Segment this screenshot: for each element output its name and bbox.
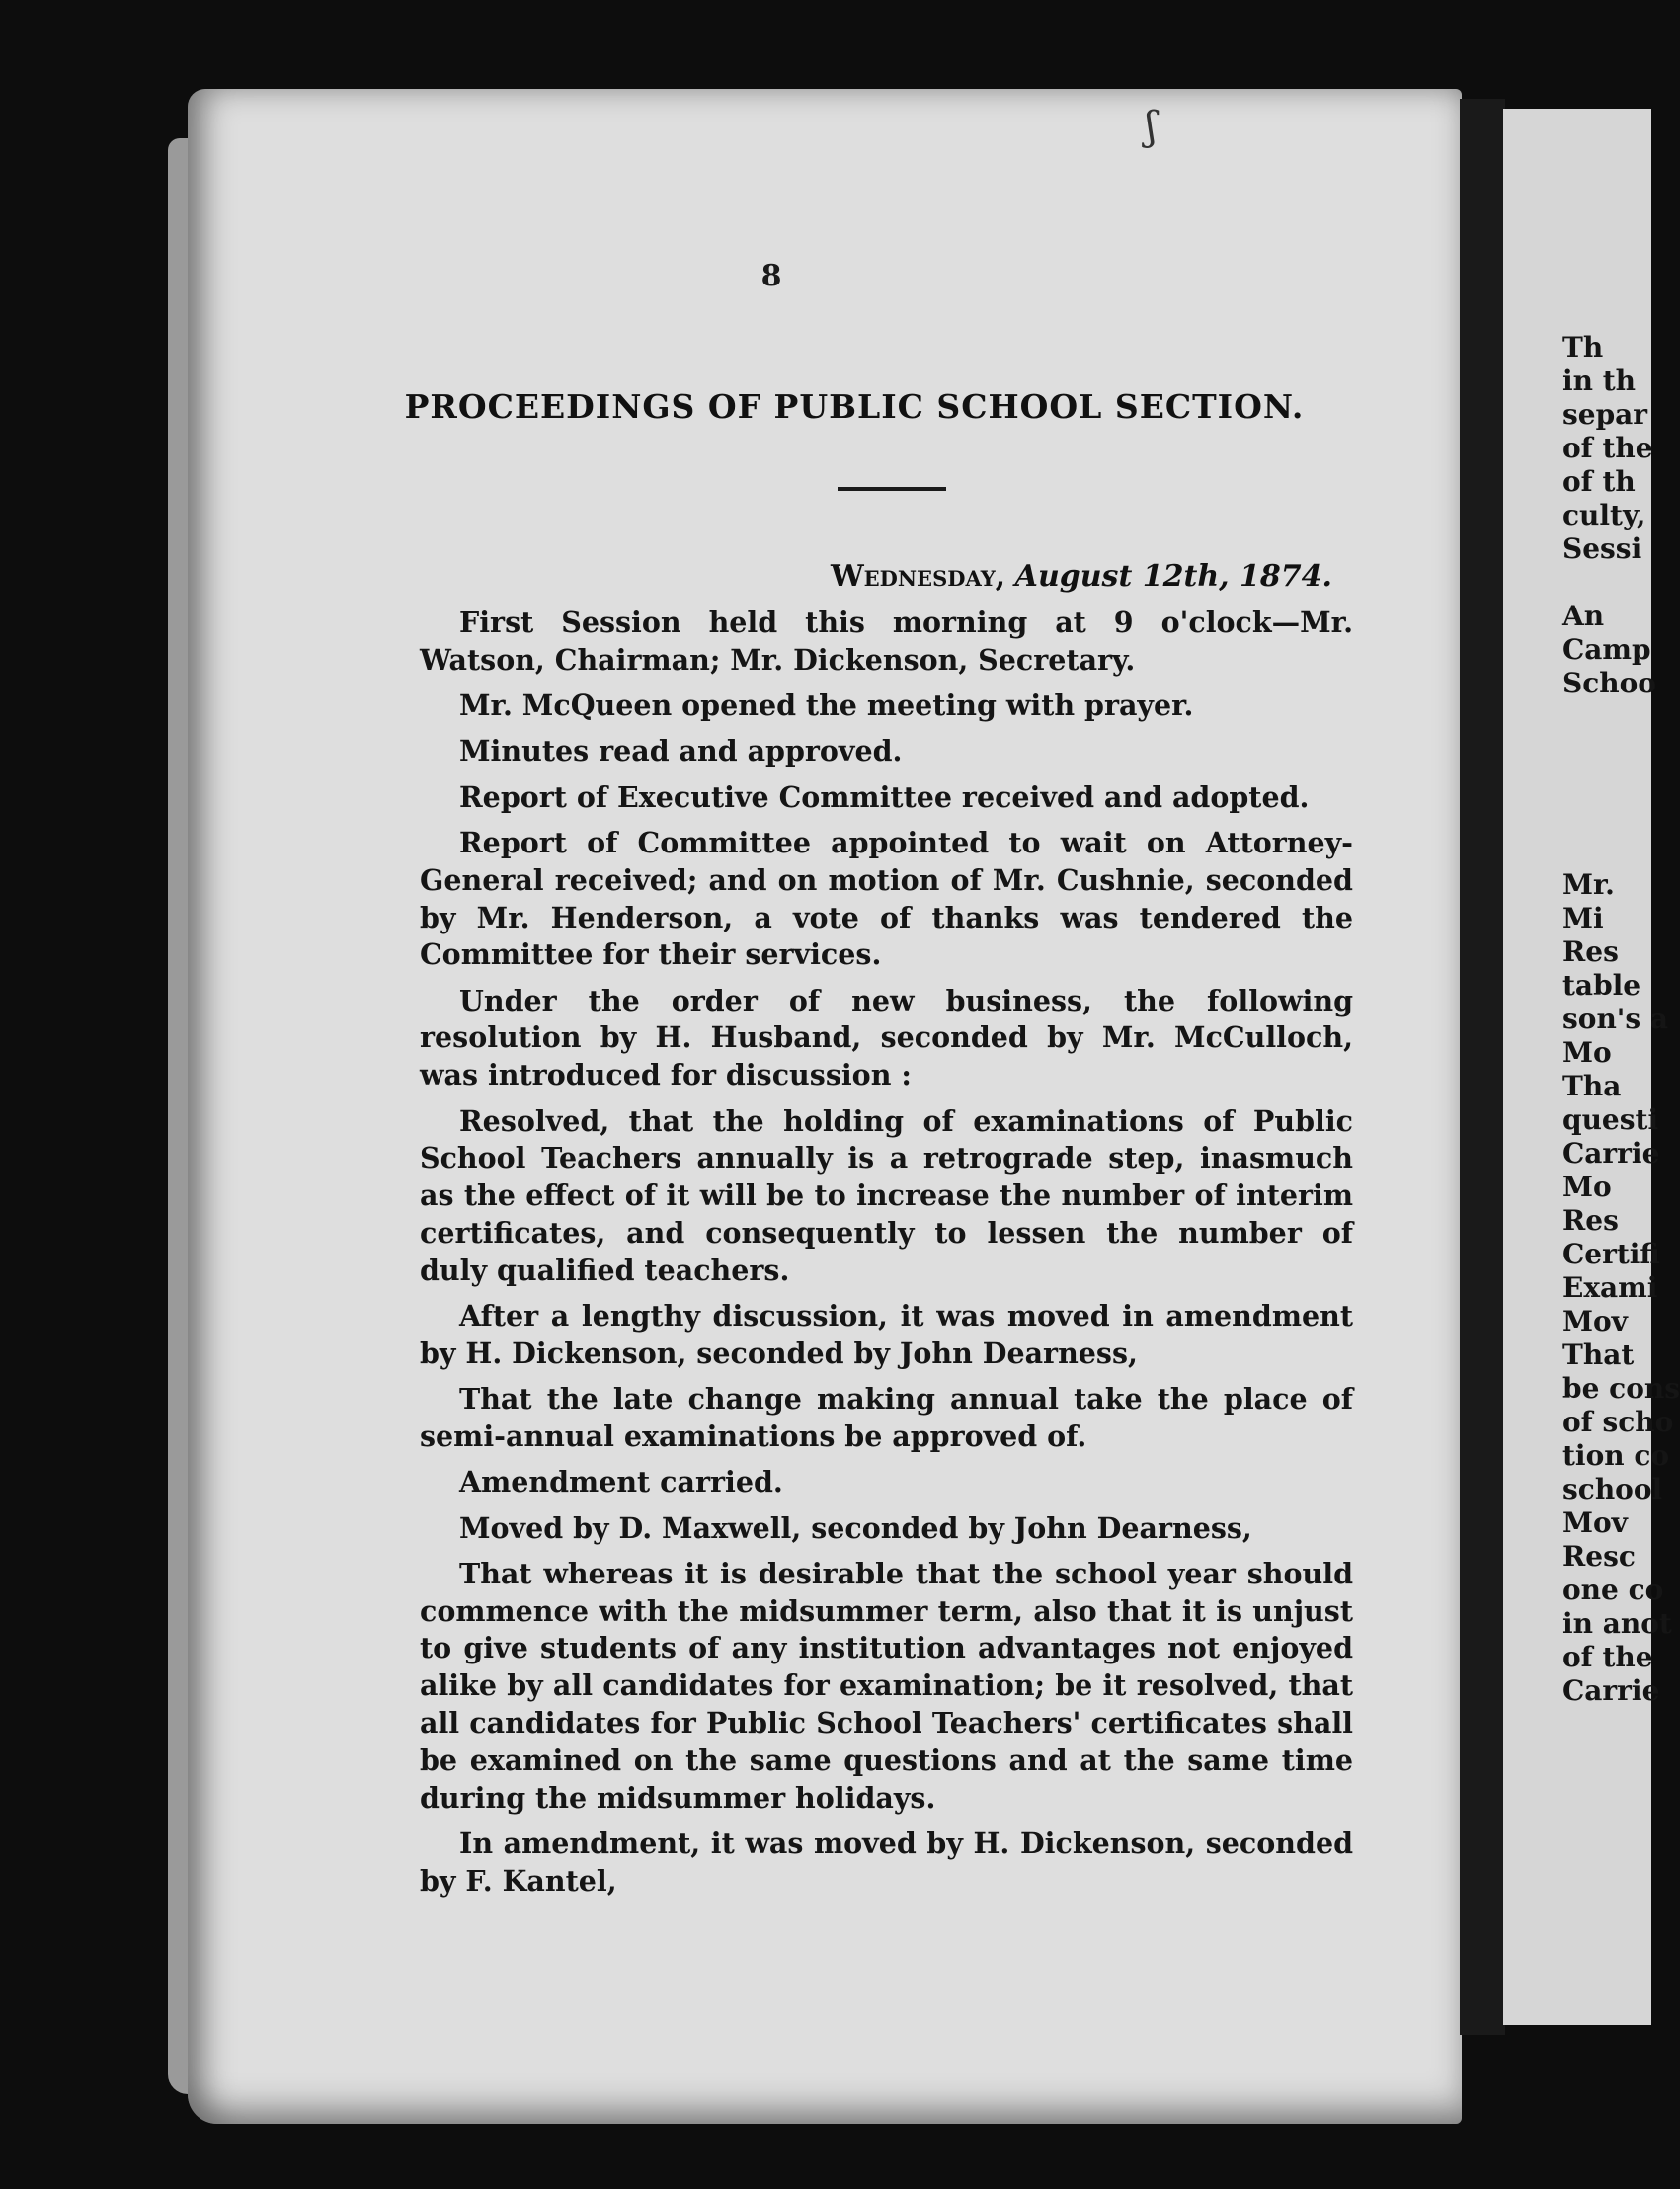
right-page-fragment: of the (1562, 1641, 1653, 1673)
right-page-fragment: Camp (1562, 633, 1651, 666)
paragraph: Minutes read and approved. (459, 734, 903, 769)
dateline (831, 559, 1332, 594)
paragraph: Report of Committee appointed to wait on Attorney-General received; and on motion of Mr. Cushnie, seconded by Mr. Henderson, a vote of thanks was tendered the Committee for their services. (420, 825, 1353, 972)
page-title: PROCEEDINGS OF PUBLIC SCHOOL SECTION. (404, 387, 1305, 426)
right-page-fragment (1562, 700, 1651, 734)
right-page-fragment: Tha (1562, 1070, 1622, 1102)
right-page-fragment: Mi (1562, 902, 1604, 934)
right-page-fragment: in th (1562, 365, 1637, 397)
page-number: 8 (760, 259, 782, 293)
paragraph: Moved by D. Maxwell, seconded by John Dearness, (459, 1510, 1252, 1545)
right-page-fragment: Mo (1562, 1171, 1612, 1203)
right-page-fragment: Mov (1562, 1305, 1628, 1338)
paragraph: Report of Executive Committee received and adopted. (459, 779, 1310, 814)
paragraph: Resolved, that the holding of examinations of Public School Teachers annually is a retrograde step, inasmuch as the effect of it will be to increase the number of interim certificates, and consequently to lessen the number of duly qualified teachers. (420, 1103, 1353, 1287)
right-page-fragment: of th (1562, 465, 1636, 498)
right-page-fragment: in anot (1562, 1607, 1672, 1640)
right-page-fragment: Carrie (1562, 1137, 1660, 1170)
paragraph: That the late change making annual take the place of semi-annual examinations be approved of. (420, 1382, 1353, 1453)
right-page-fragment: Mr. (1562, 868, 1615, 901)
right-page-fragment: separ (1562, 398, 1648, 431)
right-page-fragment (1562, 835, 1651, 868)
right-page-fragment: Sessi (1562, 532, 1642, 565)
paragraph: Mr. McQueen opened the meeting with prayer. (459, 689, 1194, 723)
right-page-fragment: one co (1562, 1574, 1664, 1606)
right-page-fragment: Certifi (1562, 1238, 1660, 1270)
paragraph: In amendment, it was moved by H. Dickenson, seconded by F. Kantel, (420, 1825, 1353, 1898)
title-rule (838, 487, 946, 491)
right-page-fragment: of scho (1562, 1406, 1674, 1438)
book-gutter (1460, 99, 1505, 2035)
paragraph: Amendment carried. (459, 1465, 783, 1500)
right-page-fragment (1562, 566, 1651, 600)
right-page-fragment: Carrie (1562, 1674, 1660, 1707)
paragraph: First Session held this morning at 9 o'clock—Mr. Watson, Chairman; Mr. Dickenson, Secretary. (420, 606, 1353, 677)
right-page-fragment: tion co (1562, 1439, 1670, 1472)
right-page-fragment: Res (1562, 1204, 1619, 1237)
right-page-fragment: Th (1562, 331, 1604, 364)
right-page-fragment: Mov (1562, 1506, 1628, 1539)
right-page-fragment (1562, 768, 1651, 801)
dateline-day: Wednesday, (830, 559, 1006, 594)
right-page-fragment: culty, (1562, 499, 1646, 531)
right-page-fragment: school (1562, 1473, 1663, 1505)
right-page-fragment: An (1562, 600, 1605, 632)
right-page-fragment: Res (1562, 935, 1619, 968)
right-page-fragment (1562, 734, 1651, 768)
right-page-fragment: be cons (1562, 1372, 1680, 1405)
right-page-fragment: Exami (1562, 1271, 1658, 1304)
right-page-fragment: Schoo (1562, 667, 1656, 699)
paragraph: Under the order of new business, the following resolution by H. Husband, seconded by Mr. McCulloch, was introduced for discussion : (420, 983, 1353, 1093)
proceedings-body (420, 605, 1353, 1908)
right-page-fragment (1562, 801, 1651, 835)
right-page-fragment: questi (1562, 1103, 1659, 1136)
right-page-fragment: table (1562, 969, 1641, 1002)
right-page-fragment: son's a (1562, 1003, 1669, 1035)
dateline-date: August 12th, 1874. (1014, 559, 1332, 594)
paragraph: That whereas it is desirable that the school year should commence with the midsummer term, also that it is unjust to give students of any institution advantages not enjoyed alike by all candidates for examination; be it resolved, that all candidates for Public School Teachers' certificates shall be examined on the same questions and at the same time during the midsummer holidays. (420, 1556, 1353, 1815)
right-page-fragment: Mo (1562, 1036, 1612, 1069)
right-page-fragment: of the (1562, 432, 1653, 464)
right-page-fragment: That (1562, 1338, 1635, 1371)
right-page-text (1562, 331, 1680, 1708)
right-page-fragment: Resc (1562, 1540, 1636, 1573)
pencil-mark: ʃ (1146, 104, 1157, 149)
paragraph: After a lengthy discussion, it was moved in amendment by H. Dickenson, seconded by John Dearness, (420, 1299, 1353, 1370)
